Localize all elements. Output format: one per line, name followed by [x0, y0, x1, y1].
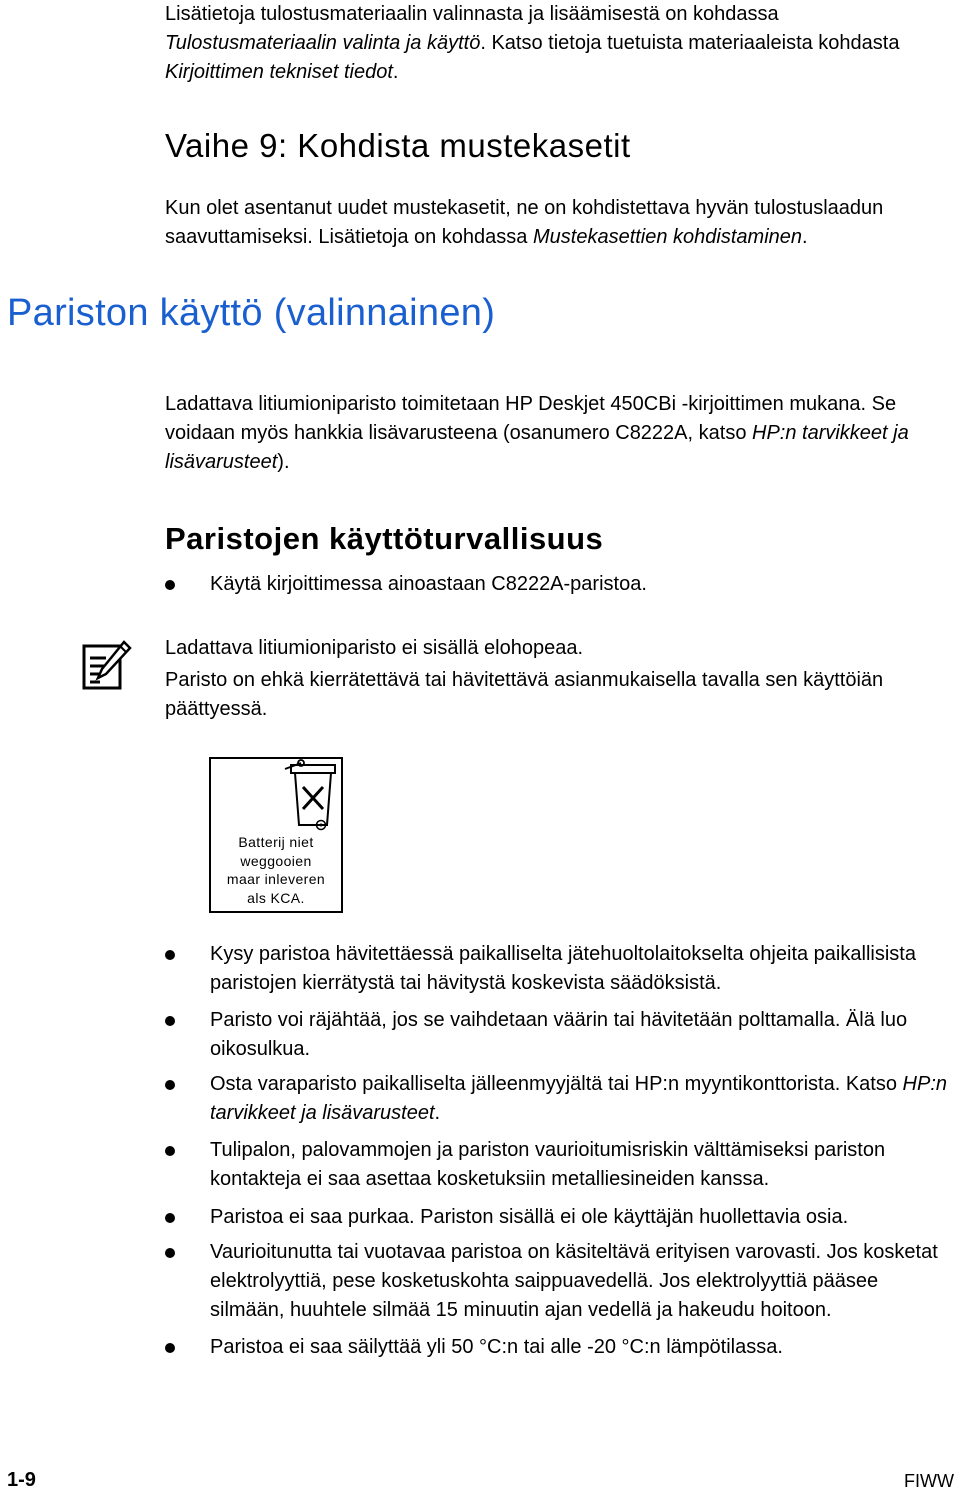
battery-text: Ladattava litiumioniparisto toimitetaan HP Deskjet 450CBi -kirjoittimen mukana. Se voidaan myös hankkia lisävarusteena (osanumero C8222A, katso [165, 393, 897, 444]
list-item [165, 1203, 955, 1232]
safety-heading: Paristojen käyttöturvallisuus [165, 521, 604, 556]
list-item [165, 570, 955, 599]
intro-text-a: Lisätietoja tulostusmateriaalin valinnasta ja lisäämisestä on kohdassa [165, 3, 779, 25]
bullet-dot [165, 1343, 175, 1353]
page-number: 1-9 [7, 1469, 36, 1491]
intro-text-c: . Katso tietoja tuetuista materiaaleista kohdasta [480, 32, 900, 54]
battery-disposal-label [209, 757, 343, 913]
bullet-text: Tulipalon, palovammojen ja pariston vaurioitumisriskin välttämiseksi pariston kontakteja ei saa asettaa kosketuksiin metalliesineiden kanssa. [210, 1139, 886, 1190]
battery-section-heading: Pariston käyttö (valinnainen) [7, 292, 496, 334]
bullet-text: Paristoa ei saa purkaa. Pariston sisällä ei ole käyttäjän huollettavia osia. [210, 1206, 849, 1228]
battery-ref-accessories: HP:n tarvikkeet ja lisävarusteet [165, 422, 909, 473]
disposal-line4: als KCA. [247, 889, 305, 906]
battery-text-end: ). [277, 451, 290, 473]
intro-paragraph [165, 0, 955, 87]
crossed-bin-icon [211, 759, 341, 839]
bullet-dot [165, 1146, 175, 1156]
disposal-label-text [211, 833, 341, 907]
bullet-dot [165, 1213, 175, 1223]
intro-text-e: . [392, 61, 399, 83]
note-line2: Paristo on ehkä kierrätettävä tai hävitettävä asianmukaisella tavalla sen käyttöiän päättyessä. [165, 669, 884, 720]
list-item [165, 1136, 955, 1194]
bullet-text [210, 1070, 955, 1128]
step9-paragraph [165, 194, 955, 252]
bullet-dot [165, 580, 175, 590]
disposal-line1: Batterij niet [238, 834, 314, 850]
bullet-dot [165, 950, 175, 960]
bullet-dot [165, 1248, 175, 1258]
bullet-text: Vaurioitunutta tai vuotavaa paristoa on käsiteltävä erityisen varovasti. Jos kosketat elektrolyyttiä, pese kosketuskohta saippuavedellä. Jos elektrolyyttiä pääsee silmään, huuhtele silmää 15 minuutin ajan vedellä ja hakeudu hoitoon. [210, 1241, 938, 1321]
bullet3-ref-accessories: HP:n tarvikkeet ja lisävarusteet [210, 1073, 947, 1124]
bullet-text: Paristoa ei saa säilyttää yli 50 °C:n tai alle -20 °C:n lämpötilassa. [210, 1336, 783, 1358]
step9-text-end: . [802, 226, 808, 248]
step9-text: Kun olet asentanut uudet mustekasetit, ne on kohdistettava hyvän tulostuslaadun saavuttamiseksi. Lisätietoja on kohdassa [165, 197, 884, 248]
intro-ref-materials: Tulostusmateriaalin valinta ja käyttö [165, 32, 481, 54]
bullet-dot [165, 1080, 175, 1090]
bullet3-text: Osta varaparisto paikalliselta jälleenmyyjältä tai HP:n myyntikonttorista. Katso [210, 1073, 897, 1095]
list-item [165, 1238, 955, 1325]
bullet-text: Käytä kirjoittimessa ainoastaan C8222A-paristoa. [210, 573, 647, 595]
bullet-text: Kysy paristoa hävitettäessä paikalliselta jätehuoltolaitokselta ohjeita paikallisista paristojen kierrätystä tai hävitystä koskevista säädöksistä. [210, 943, 916, 994]
bullet-dot [165, 1016, 175, 1026]
step9-heading: Vaihe 9: Kohdista mustekasetit [165, 127, 631, 164]
document-code: FIWW [904, 1471, 954, 1491]
bullet-text: Paristo voi räjähtää, jos se vaihdetaan väärin tai hävitetään polttamalla. Älä luo oikosulkua. [210, 1009, 908, 1060]
disposal-line3: maar inleveren [226, 871, 326, 887]
note-line1: Ladattava litiumioniparisto ei sisällä elohopeaa. [165, 637, 584, 659]
intro-ref-specs: Kirjoittimen tekniset tiedot [165, 61, 393, 83]
list-item [165, 1333, 955, 1362]
bullet3-end: . [434, 1102, 441, 1124]
battery-paragraph [165, 390, 955, 477]
list-item [165, 1070, 955, 1128]
disposal-line2: weggooien [240, 852, 312, 869]
step9-ref-alignment: Mustekasettien kohdistaminen [532, 226, 803, 248]
list-item [165, 940, 955, 998]
list-item [165, 1006, 955, 1064]
note-pencil-icon [80, 638, 132, 690]
